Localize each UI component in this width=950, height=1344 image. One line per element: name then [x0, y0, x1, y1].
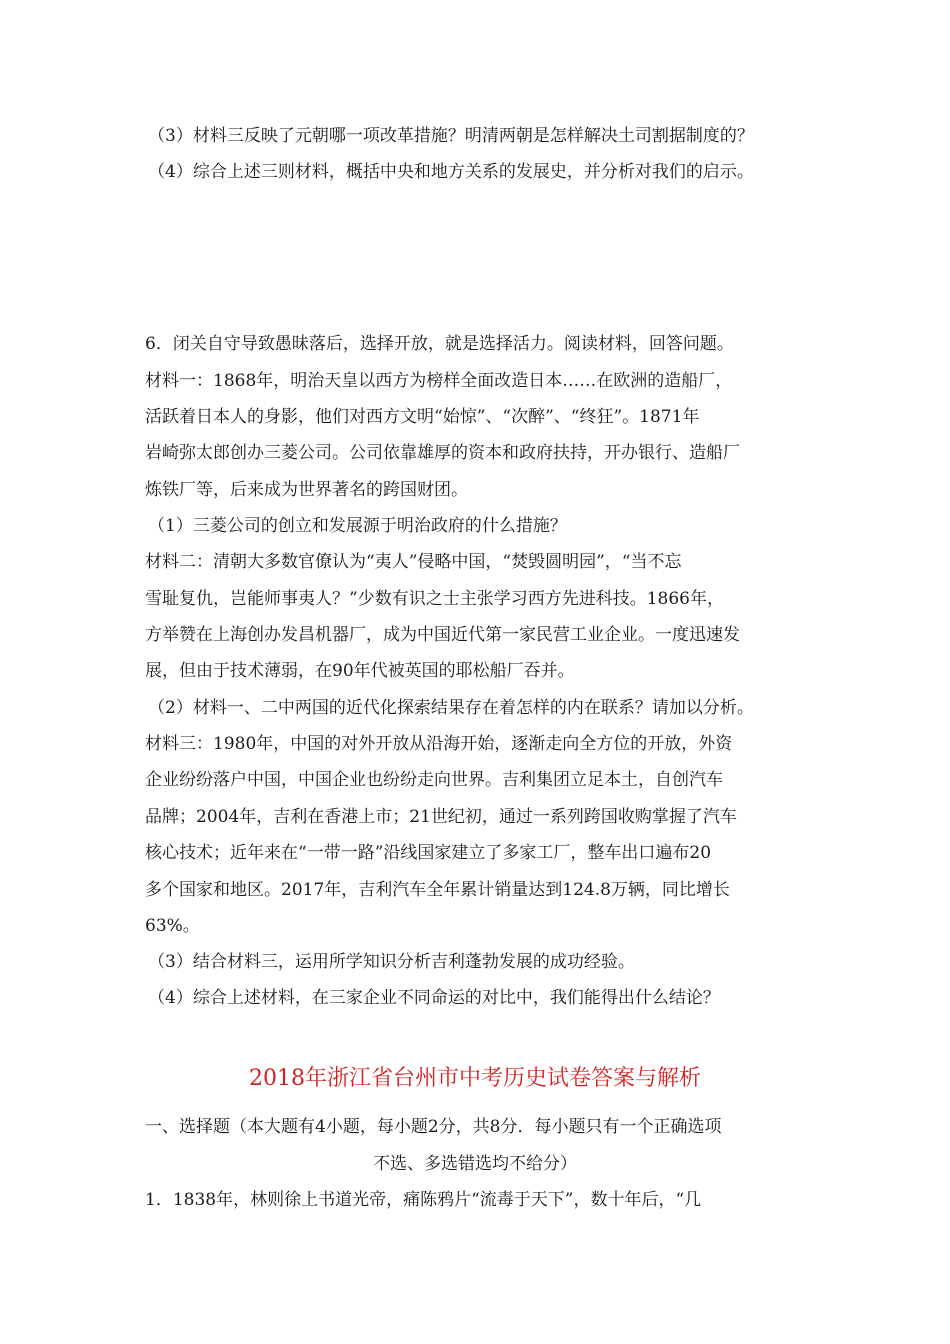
q6-line: 方举赞在上海创办发昌机器厂，成为中国近代第一家民营工业企业。一度迅速发 [145, 625, 740, 645]
q5-sub4: （4）综合上述三则材料，概括中央和地方关系的发展史，并分析对我们的启示。 [148, 162, 754, 182]
q6-line: 多个国家和地区。2017年，吉利汽车全年累计销量达到124.8万辆，同比增长 [145, 880, 730, 900]
q6-line: 核心技术；近年来在“一带一路”沿线国家建立了多家工厂，整车出口遍布20 [145, 843, 712, 863]
q5-sub3: （3）材料三反映了元朝哪一项改革措施？明清两朝是怎样解决土司割据制度的？ [148, 126, 754, 146]
q6-line: 雪耻复仇，岂能师事夷人？”少数有识之士主张学习西方先进科技。1866年， [145, 589, 724, 609]
q6-sub1: （1）三菱公司的创立和发展源于明治政府的什么措施？ [148, 516, 567, 536]
q6-line: 63%。 [145, 916, 200, 936]
q6-line: 材料二：清朝大多数官僚认为“夷人”侵略中国，“焚毁圆明园”，“当不忘 [145, 552, 682, 572]
answer-section-title: 2018年浙江省台州市中考历史试卷答案与解析 [249, 1066, 701, 1091]
q6-line: 材料三：1980年，中国的对外开放从沿海开始，逐渐走向全方位的开放，外资 [145, 734, 733, 754]
q6-sub3: （3）结合材料三，运用所学知识分析吉利蓬勃发展的成功经验。 [148, 952, 635, 972]
q6-line: 展，但由于技术薄弱，在90年代被英国的耶松船厂吞并。 [145, 661, 575, 681]
q6-sub4: （4）综合上述材料，在三家企业不同命运的对比中，我们能得出什么结论？ [148, 988, 720, 1008]
q6-line: 材料一：1868年，明治天皇以西方为榜样全面改造日本……在欧洲的造船厂， [145, 371, 733, 391]
answer-q1-line: 1．1838年，林则徐上书道光帝，痛陈鸦片“流毒于天下”，数十年后，“几 [145, 1190, 702, 1210]
q6-line: 岩崎弥太郎创办三菱公司。公司依靠雄厚的资本和政府扶持，开办银行、造船厂 [145, 443, 740, 463]
q6-line: 品牌；2004年，吉利在香港上市；21世纪初，通过一系列跨国收购掌握了汽车 [145, 807, 737, 827]
part1-heading: 一、选择题（本大题有4小题，每小题2分，共8分．每小题只有一个正确选项 [145, 1117, 722, 1137]
q6-line: 炼铁厂等，后来成为世界著名的跨国财团。 [145, 480, 468, 500]
part1-heading-cont: 不选、多选错选均不给分） [373, 1154, 577, 1174]
q6-stem: 6．闭关自守导致愚昧落后，选择开放，就是选择活力。阅读材料，回答问题。 [145, 334, 734, 354]
q6-sub2: （2）材料一、二中两国的近代化探索结果存在着怎样的内在联系？请加以分析。 [148, 698, 754, 718]
q6-line: 活跃着日本人的身影，他们对西方文明“始惊”、“次醉”、“终狂”。1871年 [145, 407, 700, 427]
q6-line: 企业纷纷落户中国，中国企业也纷纷走向世界。吉利集团立足本土，自创汽车 [145, 770, 723, 790]
